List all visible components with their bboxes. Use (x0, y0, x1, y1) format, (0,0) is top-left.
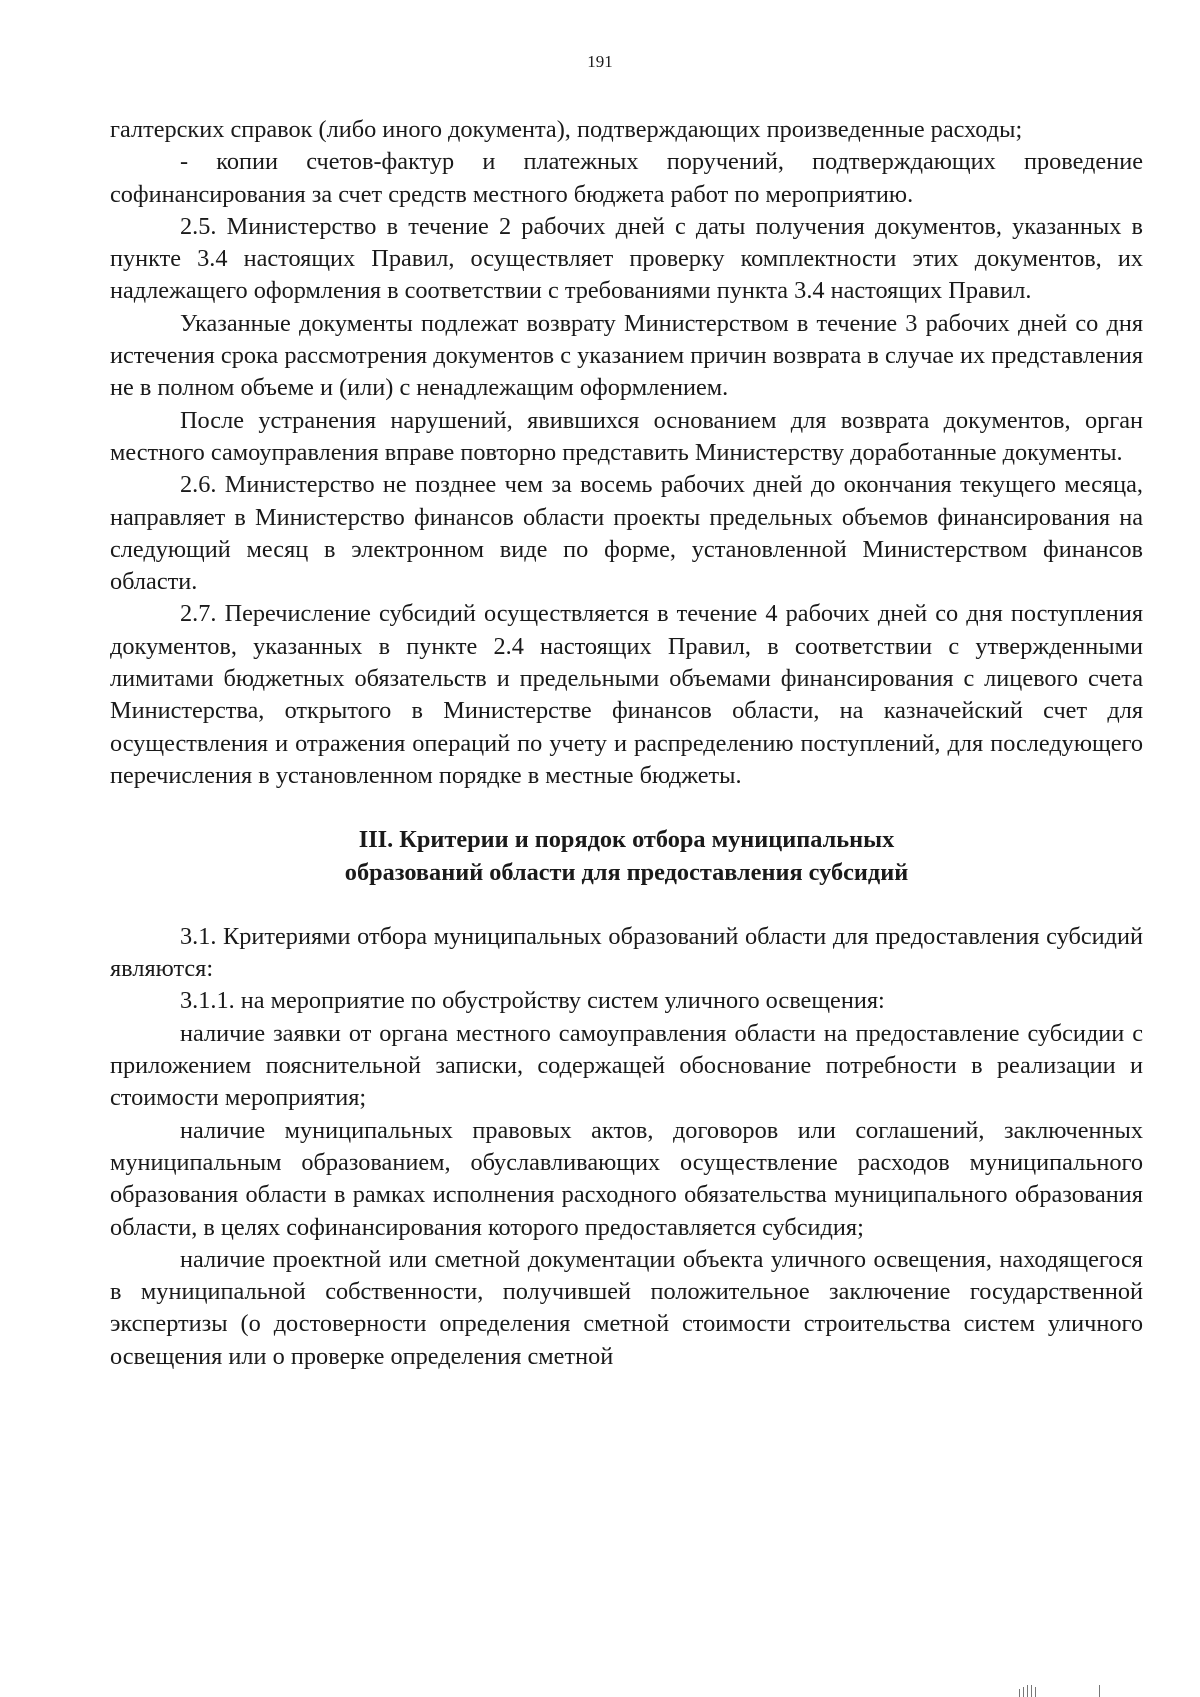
paragraph: 2.7. Перечисление субсидий осуществляется в течение 4 рабочих дней со дня поступления документов, указанных в пункте 2.4 настоящих Правил, в соответствии с утвержденными лимитами бюджетных обязательств и предельными объемами финансирования с лицевого счета Министерства, открытого в Министерстве финансов области, на казначейский счет для осуществления и отражения операций по учету и распределению поступлений, для последующего перечисления в установленном порядке в местные бюджеты. (110, 600, 1143, 789)
scan-artifact-marks (1000, 1667, 1200, 1697)
section-heading (110, 824, 1143, 889)
paragraph: 3.1.1. на мероприятие по обустройству систем уличного освещения: (180, 987, 885, 1015)
paragraph: наличие проектной или сметной документации объекта уличного освещения, находящегося в муниципальной собственности, получившей положительное заключение государственной экспертизы (о достоверности определения сметной стоимости строительства систем уличного освещения или о проверке определения сметной (110, 1245, 1143, 1370)
paragraph: галтерских справок (либо иного документа), подтверждающих произведенные расходы; (110, 116, 1023, 143)
paragraph: наличие заявки от органа местного самоуправления области на предоставление субсидии с приложением пояснительной записки, содержащей обоснование потребности в реализации и стоимости мероприятия; (110, 1019, 1143, 1112)
section-heading-line: образований области для предоставления субсидий (344, 858, 909, 886)
paragraph: После устранения нарушений, явившихся основанием для возврата документов, орган местного самоуправления вправе повторно представить Министерству доработанные документы. (110, 406, 1143, 466)
paragraph: - копии счетов-фактур и платежных поручений, подтверждающих проведение софинансирования за счет средств местного бюджета работ по мероприятию. (110, 148, 1143, 208)
document-body (110, 114, 1143, 1373)
paragraph: 2.6. Министерство не позднее чем за восемь рабочих дней до окончания текущего месяца, направляет в Министерство финансов области проекты предельных объемов финансирования на следующий месяц в электронном виде по форме, установленной Министерством финансов области. (110, 471, 1143, 596)
paragraph: наличие муниципальных правовых актов, договоров или соглашений, заключенных муниципальным образованием, обуславливающих осуществление расходов муниципального образования области в рамках исполнения расходного обязательства муниципального образования области, в целях софинансирования которого предоставляется субсидия; (110, 1116, 1143, 1241)
paragraph: 2.5. Министерство в течение 2 рабочих дней с даты получения документов, указанных в пункте 3.4 настоящих Правил, осуществляет проверку комплектности этих документов, их надлежащего оформления в соответствии с требованиями пункта 3.4 настоящих Правил. (110, 212, 1143, 305)
paragraph: 3.1. Критериями отбора муниципальных образований области для предоставления субсидий являются: (110, 922, 1143, 983)
section-heading-line: III. Критерии и порядок отбора муниципальных (358, 826, 895, 854)
page-number: 191 (587, 52, 613, 71)
paragraph: Указанные документы подлежат возврату Министерством в течение 3 рабочих дней со дня истечения срока рассмотрения документов с указанием причин возврата в случае их представления не в полном объеме и (или) с ненадлежащим оформлением. (110, 309, 1143, 402)
